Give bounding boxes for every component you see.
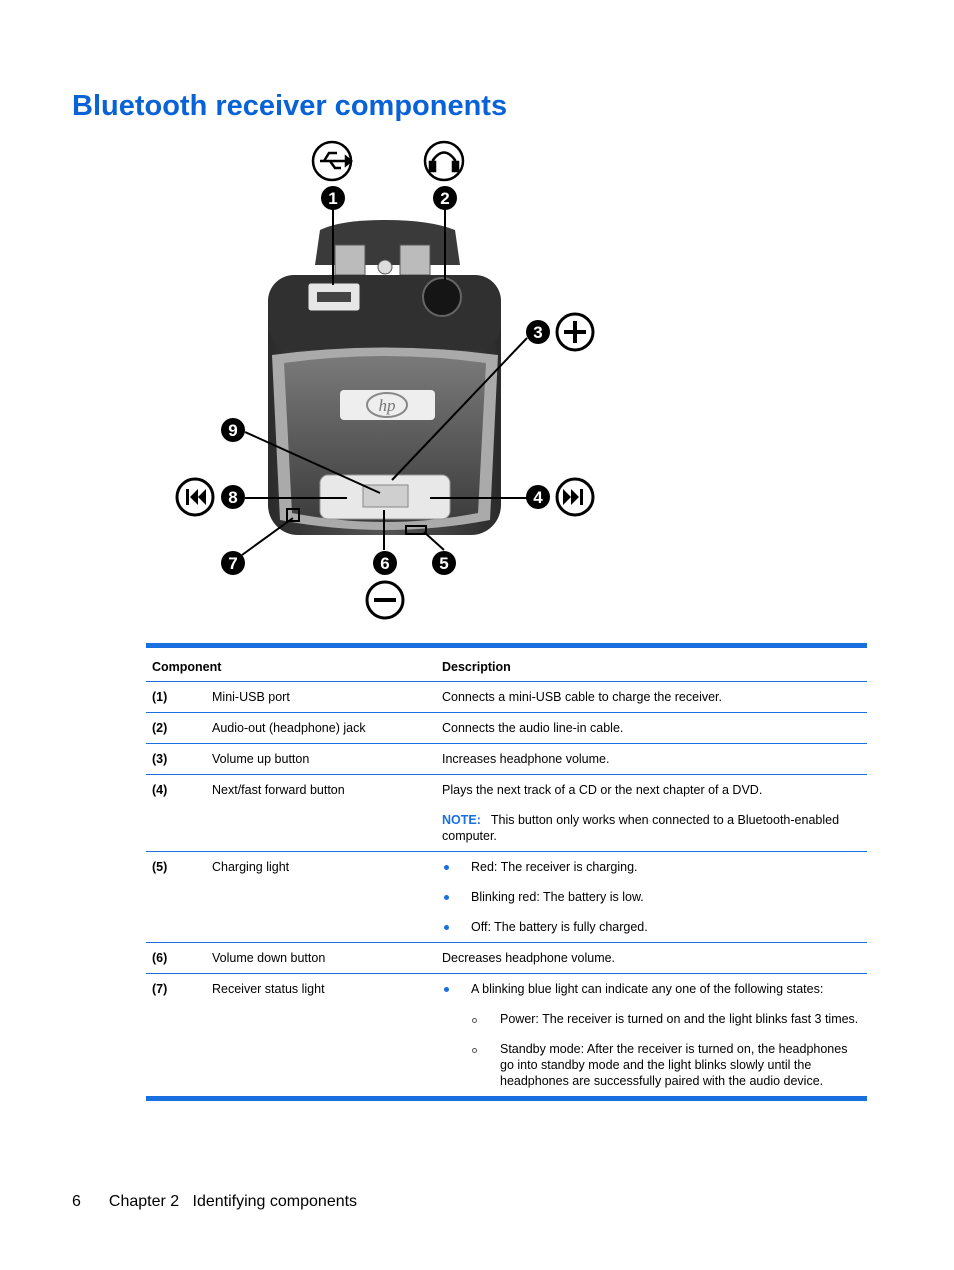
next-track-icon: [557, 479, 593, 515]
callout-6: [373, 551, 397, 575]
svg-text:4: 4: [533, 488, 543, 507]
svg-text:3: 3: [533, 323, 543, 342]
list-item: A blinking blue light can indicate any one of the following states:: [442, 981, 861, 997]
note-text: This button only works when connected to a Bluetooth-enabled computer.: [442, 813, 840, 843]
row-number: (7): [152, 982, 168, 996]
row-component: Audio-out (headphone) jack: [206, 713, 436, 744]
sub-list-item: Power: The receiver is turned on and the light blinks fast 3 times.: [442, 1011, 861, 1027]
row-component: Next/fast forward button: [206, 775, 436, 852]
list-item: Off: The battery is fully charged.: [442, 919, 861, 935]
row-description: Decreases headphone volume.: [436, 943, 867, 974]
header-description: Description: [436, 646, 867, 682]
list-item: Red: The receiver is charging.: [442, 859, 861, 875]
row-description-cell: [436, 852, 867, 943]
svg-text:9: 9: [228, 421, 238, 440]
plus-icon: [557, 314, 593, 350]
device-clip: [315, 220, 460, 275]
row-description-cell: [436, 974, 867, 1099]
hp-logo-text: hp: [378, 396, 396, 415]
svg-text:2: 2: [440, 189, 450, 208]
table-row: [146, 943, 867, 974]
usb-icon: [313, 142, 351, 180]
svg-text:1: 1: [328, 189, 338, 208]
callout-3: [526, 320, 550, 344]
receiver-diagram: [160, 135, 610, 630]
row-number: (5): [146, 852, 206, 943]
previous-track-icon: [177, 479, 213, 515]
row-number: (2): [146, 713, 206, 744]
row-number: (4): [146, 775, 206, 852]
chapter-label: Chapter 2 Identifying components: [108, 1193, 358, 1210]
list-item: Blinking red: The battery is low.: [442, 889, 861, 905]
sub-list-item: Standby mode: After the receiver is turned on, the headphones go into standby mode and the light blinks slowly until the headphones are successfully paired with the audio device.: [442, 1041, 861, 1089]
row-number: (3): [146, 744, 206, 775]
row-number: (1): [146, 682, 206, 713]
headphone-icon: [425, 142, 463, 180]
receiver-figure: [160, 135, 610, 630]
svg-text:8: 8: [228, 488, 238, 507]
callout-8: [221, 485, 245, 509]
table-header-row: [146, 646, 867, 682]
callout-5: [432, 551, 456, 575]
callout-7: [221, 551, 245, 575]
components-table: [146, 643, 867, 1101]
row-component: Volume down button: [206, 943, 436, 974]
svg-text:5: 5: [439, 554, 449, 573]
table-row: [146, 682, 867, 713]
callout-9: [221, 418, 245, 442]
device-body: [268, 275, 501, 535]
table-row: [146, 852, 867, 943]
table-row: [146, 744, 867, 775]
row-component: Mini-USB port: [206, 682, 436, 713]
row-description: Increases headphone volume.: [436, 744, 867, 775]
table-row: [146, 974, 867, 1099]
note: [442, 812, 861, 844]
page-number: 6: [72, 1193, 81, 1210]
row-description: Connects a mini-USB cable to charge the receiver.: [436, 682, 867, 713]
row-description: Plays the next track of a CD or the next chapter of a DVD.: [442, 783, 763, 797]
svg-text:6: 6: [380, 554, 390, 573]
page-title: Bluetooth receiver components: [72, 90, 508, 122]
table-row: [146, 713, 867, 744]
page-footer: [72, 1193, 357, 1211]
row-description: Connects the audio line-in cable.: [436, 713, 867, 744]
header-component: Component: [146, 646, 436, 682]
note-label: NOTE:: [442, 813, 481, 827]
row-component: Volume up button: [206, 744, 436, 775]
row-number: (6): [146, 943, 206, 974]
table-row: [146, 775, 867, 852]
callout-4: [526, 485, 550, 509]
row-component: Charging light: [206, 852, 436, 943]
row-description-cell: [436, 775, 867, 852]
callout-2: [433, 186, 457, 210]
svg-text:7: 7: [228, 554, 238, 573]
row-component: Receiver status light: [212, 982, 325, 996]
minus-icon: [367, 582, 403, 618]
callout-1: [321, 186, 345, 210]
